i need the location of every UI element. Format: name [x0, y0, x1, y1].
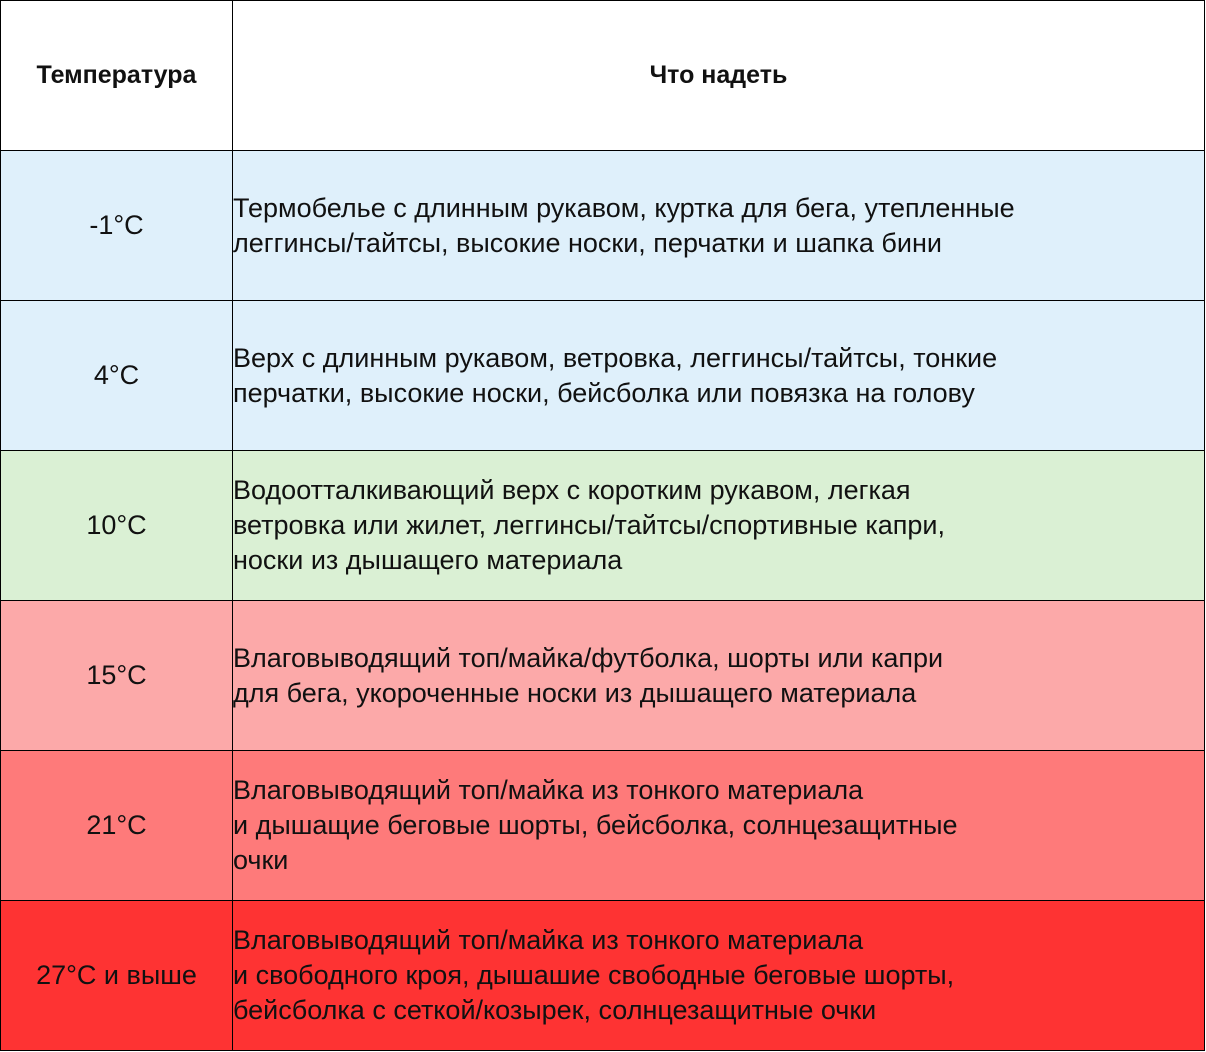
clothing-line: Влаговыводящий топ/майка/футболка, шорты или капри: [233, 642, 944, 673]
header-what-to-wear: Что надеть: [233, 1, 1205, 151]
clothing-cell: [233, 451, 1205, 601]
clothing-line: Влаговыводящий топ/майка из тонкого материала: [233, 925, 864, 955]
table-row: [1, 601, 1205, 751]
clothing-cell: [233, 901, 1205, 1051]
clothing-line: леггинсы/тайтсы, высокие носки, перчатки и шапка бини: [233, 227, 942, 258]
clothing-line: и свободного кроя, дышашие свободные беговые шорты,: [233, 960, 955, 990]
table-row: [1, 301, 1205, 451]
table-row: [1, 901, 1205, 1051]
table-header-row: [1, 1, 1205, 151]
clothing-cell: [233, 751, 1205, 901]
clothing-cell: [233, 301, 1205, 451]
temperature-cell: 4°C: [1, 301, 233, 451]
clothing-line: ветровка или жилет, леггинсы/тайтсы/спортивные капри,: [233, 510, 945, 540]
clothing-line: и дышащие беговые шорты, бейсболка, солнцезащитные: [233, 810, 958, 840]
table-row: [1, 451, 1205, 601]
temperature-cell: 15°C: [1, 601, 233, 751]
temperature-cell: 21°C: [1, 751, 233, 901]
header-temperature: Температура: [1, 1, 233, 151]
clothing-line: Термобелье с длинным рукавом, куртка для бега, утепленные: [233, 192, 1015, 223]
temperature-cell: 10°C: [1, 451, 233, 601]
table-row: [1, 151, 1205, 301]
temperature-cell: 27°C и выше: [1, 901, 233, 1051]
temperature-cell: -1°C: [1, 151, 233, 301]
clothing-cell: [233, 601, 1205, 751]
clothing-line: для бега, укороченные носки из дышащего материала: [233, 677, 917, 708]
clothing-cell: [233, 151, 1205, 301]
clothing-line: бейсболка с сеткой/козырек, солнцезащитные очки: [233, 995, 877, 1025]
table-row: [1, 751, 1205, 901]
clothing-line: носки из дышащего материала: [233, 545, 623, 575]
clothing-line: очки: [233, 845, 289, 875]
clothing-line: Верх с длинным рукавом, ветровка, леггинсы/тайтсы, тонкие: [233, 342, 998, 373]
clothing-line: перчатки, высокие носки, бейсболка или повязка на голову: [233, 377, 975, 408]
table-body: [1, 151, 1205, 1051]
clothing-line: Водоотталкивающий верх с коротким рукавом, легкая: [233, 475, 911, 505]
clothing-line: Влаговыводящий топ/майка из тонкого материала: [233, 775, 864, 805]
